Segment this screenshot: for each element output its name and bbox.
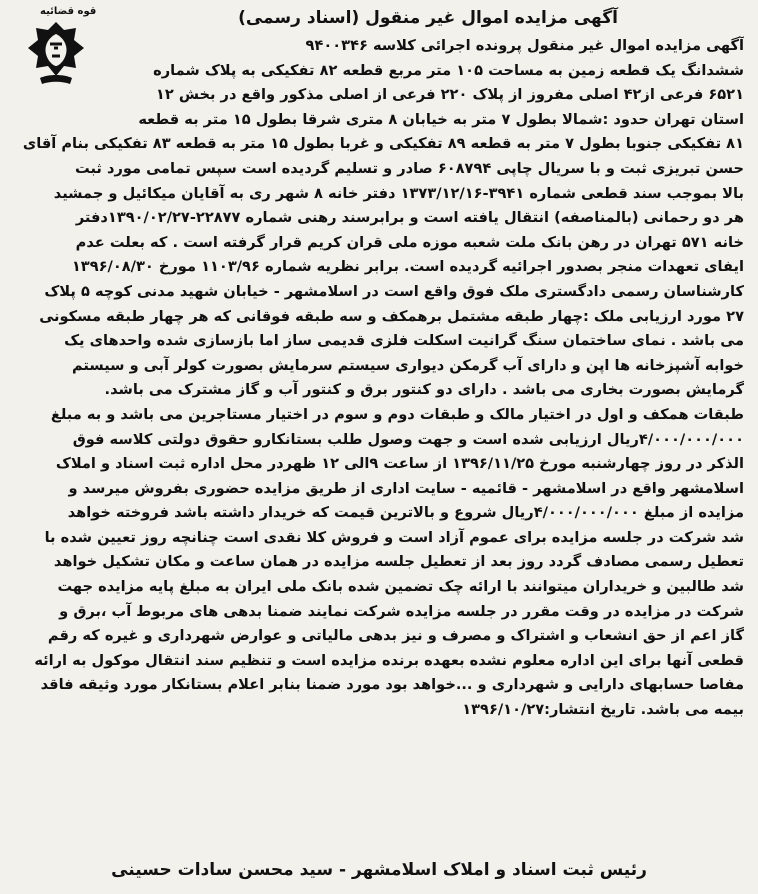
body-line: آگهی مزایده اموال غیر منقول پرونده اجرائی کلاسه ۹۴۰۰۳۴۶: [305, 37, 744, 54]
body-line: خوابه آشپزخانه ها اپن و دارای آب گرمکن دیواری سیستم سرمایش بصورت کولر آبی و سیستم: [71, 356, 744, 374]
body-line: گرمایش بصورت بخاری می باشد . دارای دو کنتور برق و کنتور آب و گاز مشترک می باشد.: [104, 381, 744, 399]
notice-signature: رئیس ثبت اسناد و املاک اسلامشهر - سید محسن سادات حسینی: [111, 860, 647, 880]
body-line: الذکر در روز چهارشنبه مورخ ۱۳۹۶/۱۱/۲۵ از ساعت ۹الی ۱۲ ظهردر محل اداره ثبت اسناد و املاک: [55, 455, 744, 473]
body-line: ۴/۰۰۰/۰۰۰/۰۰۰ریال ارزیابی شده است و جهت وصول طلب بستانکارو حقوق دولتی کلاسه فوق: [72, 430, 744, 448]
emblem-caption: قوه قضائیه: [40, 6, 97, 17]
body-line: ۸۱ تفکیکی جنوبا بطول ۷ متر به قطعه ۸۹ تفکیکی و غربا بطول ۱۵ متر به قطعه ۸۳ تفکیکی بنام آقای: [22, 135, 744, 153]
body-line: مزایده از مبلغ ۴/۰۰۰/۰۰۰/۰۰۰ریال شروع و بالاترین قیمت که خریدار داشته باشد فروخته خواهد: [67, 504, 744, 522]
body-line: ۶۵۲۱ فرعی از۴۲ اصلی مفروز از پلاک ۲۲۰ فرعی از اصلی مذکور واقع در بخش ۱۲: [155, 86, 744, 104]
body-line: طبقات همکف و اول در اختیار مالک و طبقات دوم و سوم در اختیار مستاجرین می باشد و به مبلغ: [50, 405, 744, 423]
body-line: شرکت در مزایده در وقت مقرر در جلسه مزایده شرکت نمایند ضمنا بدهی های مربوط آب ،برق و: [59, 602, 744, 620]
body-line: شد شرکت در جلسه مزایده برای عموم آزاد است و فروش کلا نقدی است چنانچه روز تعیین شده با: [44, 528, 744, 546]
body-line: بیمه می باشد. تاریخ انتشار:۱۳۹۶/۱۰/۲۷: [462, 701, 744, 719]
notice-body: [12, 34, 744, 723]
body-line: قطعی آنها برای این اداره معلوم نشده بعهده برنده مزایده است و تنظیم سند انتقال موکول به ارائه: [34, 651, 744, 669]
body-line: تعطیل رسمی مصادف گردد روز بعد از تعطیل جلسه مزایده در همان ساعت و مکان تشکیل خواهد: [53, 553, 744, 571]
body-line: اسلامشهر واقع در اسلامشهر - قائمیه - سایت اداری از طریق مزایده حضوری بفروش میرسد و: [68, 479, 744, 497]
body-line: گاز اعم از حق انشعاب و اشتراک و مصرف و نیز بدهی مالیاتی و عوارض شهرداری و غیره که رقم: [47, 627, 744, 645]
body-line: هر دو رحمانی (بالمناصفه) انتقال یافته است و برابرسند رهنی شماره ۲۲۸۷۷-۱۳۹۰/۰۲/۲۷دفتر: [75, 209, 744, 227]
body-line: استان تهران حدود :شمالا بطول ۷ متر به خیابان ۸ متری شرقا بطول ۱۵ متر به قطعه: [138, 110, 744, 128]
body-line: ششدانگ یک قطعه زمین به مساحت ۱۰۵ متر مربع قطعه ۸۲ تفکیکی به پلاک شماره: [153, 61, 744, 79]
body-line: ایفای تعهدات منجر بصدور اجرائیه گردیده است. برابر نظریه شماره ۱۱۰۳/۹۶ مورخ ۱۳۹۶/۰۸/۳۰: [71, 258, 744, 276]
body-line: حسن تبریزی ثبت و با سریال چاپی ۶۰۸۷۹۴ صادر و تسلیم گردیده است سپس تمامی مورد ثبت: [75, 159, 744, 177]
body-line: می باشد . نمای ساختمان سنگ گرانیت اسکلت فلزی قدیمی ساز اما بازسازی شده واحدهای یک: [64, 332, 744, 350]
notice-title: آگهی مزایده اموال غیر منقول (اسناد رسمی): [238, 8, 618, 28]
body-line: مفاصا حسابهای دارایی و شهرداری و ...خواهد بود مورد ضمنا بنابر اعلام بستانکار مورد وثیقه فاقد: [40, 676, 744, 694]
body-line: خانه ۵۷۱ تهران در رهن بانک ملت شعبه موزه ملی قران کریم قرار گرفته است . که بعلت عدم: [75, 233, 744, 251]
body-line: بالا بموجب سند قطعی شماره ۳۹۴۱-۱۳۷۳/۱۲/۱۶ دفتر خانه ۸ شهر ری به آقایان میکائیل و جمشید: [53, 184, 744, 202]
body-line: کارشناسان رسمی دادگستری ملک فوق واقع است در اسلامشهر - خیابان شهید مدنی کوچه ۵ پلاک: [44, 282, 744, 300]
body-line: شد طالبین و خریداران میتوانند با ارائه چک تضمین شده بانک ملی ایران به مبلغ پایه مزایده جهت: [57, 578, 744, 596]
body-line: ۲۷ مورد ارزیابی ملک :چهار طبقه مشتمل برهمکف و سه طبقه فوقانی که هر چهار طبقه مسکونی: [39, 307, 744, 325]
